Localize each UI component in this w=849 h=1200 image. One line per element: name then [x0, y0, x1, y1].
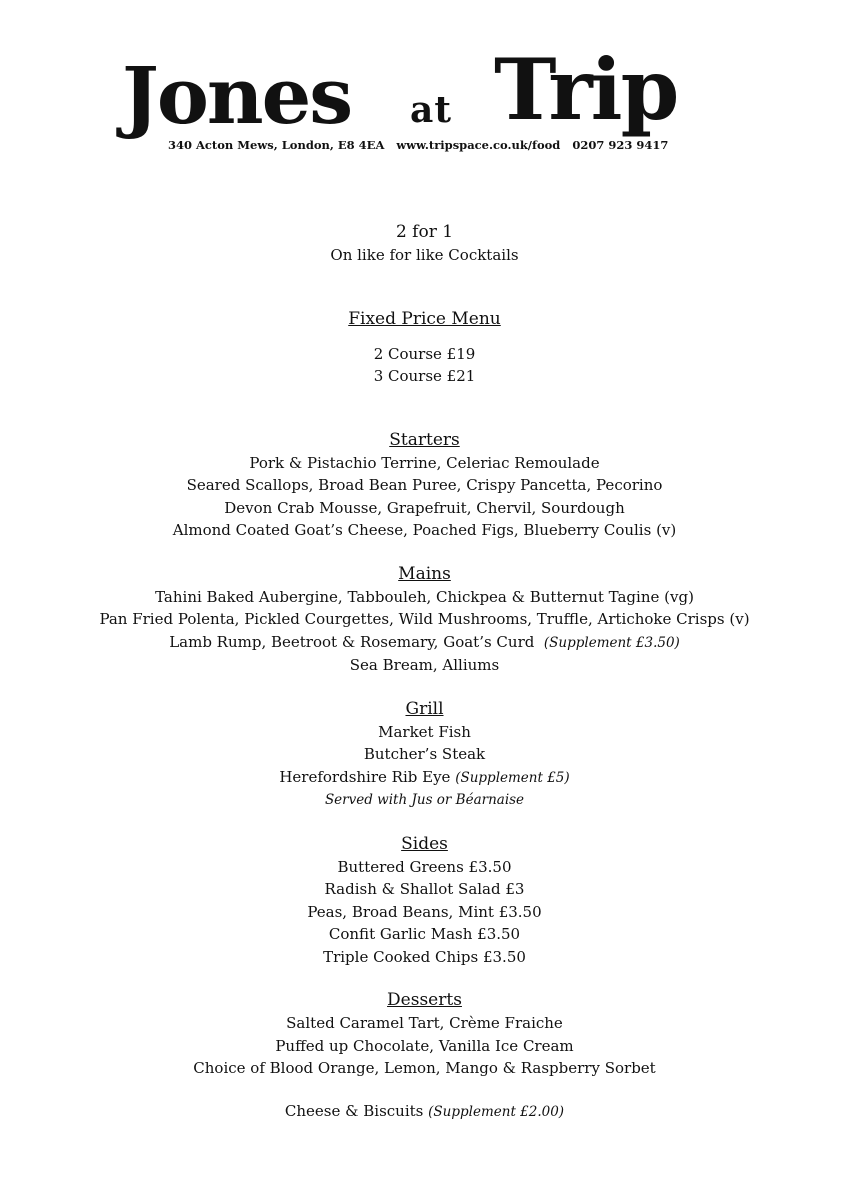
cheese-label: Cheese & Biscuits	[284, 1101, 424, 1120]
fixed-price-option: 3 Course £21	[373, 367, 476, 385]
starter-item: Almond Coated Goat’s Cheese, Poached Figs, Blueberry Coulis (v)	[172, 521, 677, 539]
supplement-note: (Supplement £2.00)	[428, 1103, 565, 1120]
main-item: Sea Bream, Alliums	[349, 656, 500, 674]
grill-item: Market Fish	[378, 722, 471, 741]
grill-item: Butcher’s Steak	[363, 745, 486, 763]
grill-item-label: Herefordshire Rib Eye	[279, 767, 451, 786]
dessert-item: Salted Caramel Tart, Crème Fraiche	[286, 1014, 563, 1032]
logo-word-trip: Trip	[494, 40, 678, 139]
main-item-label: Lamb Rump, Beetroot & Rosemary, Goat’s Curd	[169, 632, 535, 651]
cheese-item	[0, 1100, 849, 1124]
starter-item: Devon Crab Mousse, Grapefruit, Chervil, Sourdough	[224, 498, 625, 517]
supplement-note: (Supplement £3.50)	[543, 634, 680, 651]
side-item: Triple Cooked Chips £3.50	[323, 947, 526, 966]
restaurant-logo	[122, 40, 702, 144]
mains-heading: Mains	[398, 563, 451, 584]
desserts-heading: Desserts	[387, 990, 462, 1010]
side-item: Radish & Shallot Salad £3	[324, 880, 525, 898]
starter-item: Pork & Pistachio Terrine, Celeriac Remoulade	[249, 453, 600, 472]
side-item: Confit Garlic Mash £3.50	[328, 925, 521, 943]
menu-body	[0, 220, 849, 1123]
logo-word-jones: Jones	[122, 51, 352, 142]
grill-heading: Grill	[405, 698, 444, 719]
promo-title: 2 for 1	[395, 222, 454, 242]
dessert-item: Choice of Blood Orange, Lemon, Mango & Raspberry Sorbet	[193, 1059, 656, 1077]
side-item: Buttered Greens £3.50	[337, 857, 512, 876]
fixed-price-heading: Fixed Price Menu	[348, 308, 501, 329]
contact-line: 340 Acton Mews, London, E8 4EA www.tripspace.co.uk/food 0207 923 9417	[168, 138, 669, 152]
grill-note: Served with Jus or Béarnaise	[324, 792, 525, 808]
main-item: Tahini Baked Aubergine, Tabbouleh, Chickpea & Butternut Tagine (vg)	[155, 587, 694, 606]
main-item: Pan Fried Polenta, Pickled Courgettes, Wild Mushrooms, Truffle, Artichoke Crisps (v)	[99, 610, 750, 628]
logo-word-at: at	[410, 89, 452, 131]
dessert-item: Puffed up Chocolate, Vanilla Ice Cream	[275, 1036, 574, 1055]
main-item-lamb	[0, 631, 849, 655]
fixed-price-option: 2 Course £19	[373, 344, 476, 363]
grill-item-rib-eye	[0, 766, 849, 790]
side-item: Peas, Broad Beans, Mint £3.50	[307, 902, 542, 921]
starter-item: Seared Scallops, Broad Bean Puree, Crispy Pancetta, Pecorino	[186, 476, 663, 494]
starters-heading: Starters	[389, 429, 460, 450]
sides-heading: Sides	[401, 833, 448, 854]
supplement-note: (Supplement £5)	[455, 769, 570, 786]
promo-subtitle: On like for like Cocktails	[330, 246, 519, 264]
